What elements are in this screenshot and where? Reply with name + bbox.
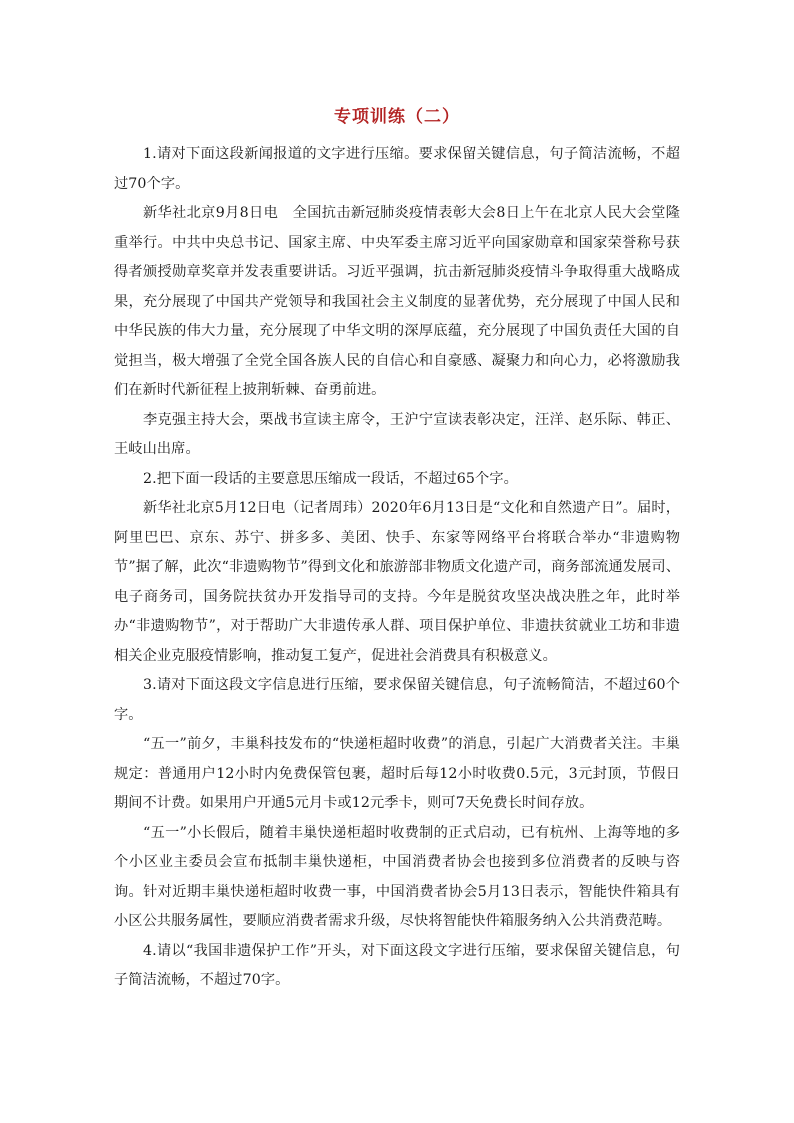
question-3-paragraph-1: “五一”前夕，丰巢科技发布的“快递柜超时收费”的消息，引起广大消费者关注。丰巢规定：普通用户12小时内免费保管包裹，超时后每12小时收费0.5元，3元封顶，节假日期间不计费。如果用户开通5元月卡或12元季卡，则可7天免费长时间存放。: [114, 736, 680, 811]
question-2-prompt: 2.把下面一段话的主要意思压缩成一段话，不超过65个字。: [143, 470, 518, 487]
document-page: [114, 0, 680, 1123]
question-3-prompt: 3.请对下面这段文字信息进行压缩，要求保留关键信息，句子流畅简洁，不超过60个字。: [114, 677, 680, 723]
document-title: 专项训练（二）: [334, 107, 460, 127]
question-1-news-paragraph-2: 李克强主持大会，栗战书宣读主席令，王沪宁宣读表彰决定，汪洋、赵乐际、韩正、王岐山出席。: [114, 411, 680, 457]
question-2-news-paragraph: 新华社北京5月12日电（记者周玮）2020年6月13日是“文化和自然遗产日”。届时，阿里巴巴、京东、苏宁、拼多多、美团、快手、东家等网络平台将联合举办“非遗购物节”据了解，此次“非遗购物节”得到文化和旅游部非物质文化遗产司，商务部流通发展司、电子商务司，国务院扶贫办开发指导司的支持。今年是脱贫攻坚决战决胜之年，此时举办“非遗购物节”，对于帮助广大非遗传承人群、项目保护单位、非遗扶贫就业工坊和非遗相关企业克服疫情影响，推动复工复产，促进社会消费具有积极意义。: [114, 500, 680, 664]
question-4-prompt: 4.请以“我国非遗保护工作”开头，对下面这段文字进行压缩，要求保留关键信息，句子简洁流畅，不超过70字。: [114, 942, 680, 988]
question-1-news-paragraph: 新华社北京9月8日电 全国抗击新冠肺炎疫情表彰大会8日上午在北京人民大会堂隆重举行。中共中央总书记、国家主席、中央军委主席习近平向国家勋章和国家荣誉称号获得者颁授勋章奖章并发表重要讲话。习近平强调，抗击新冠肺炎疫情斗争取得重大战略成果，充分展现了中国共产党领导和我国社会主义制度的显著优势，充分展现了中国人民和中华民族的伟大力量，充分展现了中华文明的深厚底蕴，充分展现了中国负责任大国的自觉担当，极大增强了全党全国各族人民的自信心和自豪感、凝聚力和向心力，必将激励我们在新时代新征程上披荆斩棘、奋勇前进。: [114, 205, 680, 398]
question-3-paragraph-2: “五一”小长假后，随着丰巢快递柜超时收费制的正式启动，已有杭州、上海等地的多个小区业主委员会宣布抵制丰巢快递柜，中国消费者协会也接到多位消费者的反映与咨询。针对近期丰巢快递柜超时收费一事，中国消费者协会5月13日表示，智能快件箱具有小区公共服务属性，要顺应消费者需求升级，尽快将智能快件箱服务纳入公共消费范畴。: [114, 824, 680, 929]
question-1-prompt: 1.请对下面这段新闻报道的文字进行压缩。要求保留关键信息，句子简洁流畅，不超过70个字。: [114, 146, 680, 192]
document-body: [114, 140, 680, 996]
